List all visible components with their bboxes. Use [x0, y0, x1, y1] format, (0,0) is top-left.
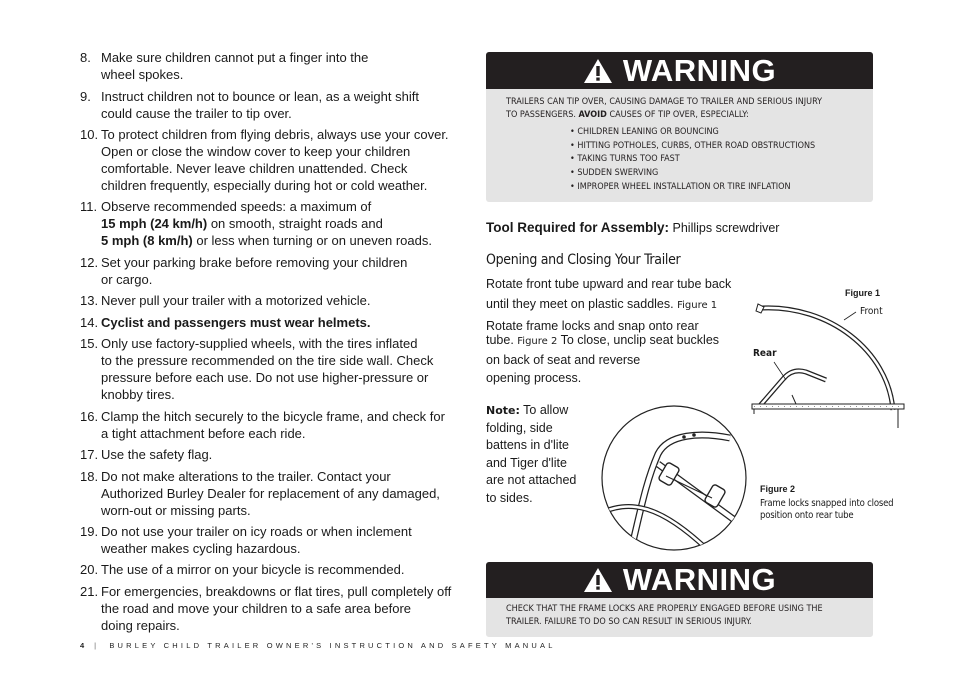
- item-text: weather makes cycling hazardous.: [101, 541, 301, 556]
- item-text: doing repairs.: [101, 618, 180, 633]
- speed-line: [101, 215, 471, 232]
- note-text: folding, side: [486, 420, 553, 435]
- warning-box-frame-locks: [486, 562, 873, 637]
- figure-1-label: Figure 1: [845, 288, 881, 298]
- speed-line: [101, 232, 471, 249]
- item-text: on smooth, straight roads and: [207, 216, 383, 231]
- item-text: pressure before each use. Do not use higher-pressure or: [101, 370, 429, 385]
- item-text: Do not use your trailer on icy roads or when inclement: [101, 524, 412, 539]
- body-text-part: To close, unclip seat buckles: [557, 333, 720, 347]
- rear-label: Rear: [753, 348, 777, 359]
- figure-2-caption: [760, 498, 893, 522]
- item-number: 21.: [80, 584, 99, 599]
- item-number: 15.: [80, 336, 99, 351]
- section-body-2: [486, 331, 766, 387]
- caption-line: position onto rear tube: [760, 510, 854, 521]
- body-text: opening process.: [486, 371, 582, 385]
- warning-body: [486, 89, 873, 195]
- body-text: on back of seat and reverse: [486, 353, 641, 367]
- footer-separator: |: [94, 641, 100, 650]
- tool-required: [486, 219, 779, 237]
- item-text: Cyclist and passengers must wear helmets.: [101, 315, 371, 330]
- warning-bullet: • SUDDEN SWERVING: [570, 168, 659, 179]
- warning-bullet: • TAKING TURNS TOO FAST: [570, 154, 680, 165]
- item-number: 20.: [80, 562, 99, 577]
- section-heading: Opening and Closing Your Trailer: [486, 252, 681, 268]
- note-text: are not attached: [486, 473, 577, 488]
- note-text: to sides.: [486, 490, 533, 505]
- item-text: Set your parking brake before removing your children: [101, 255, 408, 270]
- figure-ref: Figure 2: [517, 336, 558, 347]
- warning-bullet: • HITTING POTHOLES, CURBS, OTHER ROAD OBSTRUCTIONS: [570, 140, 816, 151]
- warning-text: TRAILER. FAILURE TO DO SO CAN RESULT IN SERIOUS INJURY.: [506, 617, 752, 627]
- item-number: 16.: [80, 409, 99, 424]
- warning-emphasis: AVOID: [578, 110, 607, 120]
- item-text: Never pull your trailer with a motorized vehicle.: [101, 293, 371, 308]
- warning-text: [506, 109, 853, 122]
- front-label: Front: [860, 306, 883, 317]
- page-number: 4: [80, 641, 85, 650]
- item-number: 11.: [80, 199, 98, 214]
- warning-header: [486, 52, 873, 89]
- item-text: Authorized Burley Dealer for replacement of any damaged,: [101, 486, 440, 501]
- item-text: to the pressure recommended on the tire side wall. Check: [101, 353, 434, 368]
- item-text: Observe recommended speeds: a maximum of: [101, 199, 372, 214]
- note-text: battens in d'lite: [486, 438, 569, 453]
- note: [486, 402, 596, 508]
- body-text-part: until they meet on plastic saddles.: [486, 297, 678, 311]
- item-text: To protect children from flying debris, always use your cover.: [101, 127, 449, 142]
- warning-triangle-icon: [583, 567, 613, 593]
- tool-label: Tool Required for Assembly:: [486, 220, 670, 235]
- warning-text: CHECK THAT THE FRAME LOCKS ARE PROPERLY ENGAGED BEFORE USING THE: [506, 604, 823, 614]
- item-number: 14.: [80, 315, 99, 330]
- footer-title: BURLEY CHILD TRAILER OWNER'S INSTRUCTION AND SAFETY MANUAL: [109, 641, 556, 650]
- item-text: wheel spokes.: [101, 67, 184, 82]
- warning-triangle-icon: [583, 58, 613, 84]
- item-number: 19.: [80, 524, 99, 539]
- item-text: or less when turning or on uneven roads.: [192, 233, 432, 248]
- warning-title: WARNING: [622, 562, 777, 597]
- warning-text: TRAILERS CAN TIP OVER, CAUSING DAMAGE TO TRAILER AND SERIOUS INJURY: [506, 97, 823, 107]
- item-text: or cargo.: [101, 272, 153, 287]
- item-text: Clamp the hitch securely to the bicycle frame, and check for: [101, 409, 445, 424]
- warning-text-part: TO PASSENGERS.: [506, 110, 579, 120]
- body-text: [486, 294, 766, 316]
- warning-bullet: • CHILDREN LEANING OR BOUNCING: [570, 127, 719, 137]
- item-text: knobby tires.: [101, 387, 175, 402]
- item-number: 13.: [80, 293, 99, 308]
- warning-box-tipover: [486, 52, 873, 202]
- item-number: 8.: [80, 50, 91, 65]
- figure-ref: Figure 1: [677, 300, 718, 311]
- item-text: Only use factory-supplied wheels, with the tires inflated: [101, 336, 418, 351]
- warning-text-part: CAUSES OF TIP OVER, ESPECIALLY:: [606, 110, 749, 120]
- page-footer: [80, 641, 556, 650]
- section-body: [486, 274, 766, 336]
- figure-2-label: Figure 2: [760, 484, 796, 494]
- item-text: The use of a mirror on your bicycle is recommended.: [101, 562, 405, 577]
- item-text: a tight attachment before each ride.: [101, 426, 306, 441]
- item-number: 18.: [80, 469, 99, 484]
- warning-title: WARNING: [622, 52, 777, 88]
- item-text: For emergencies, breakdowns or flat tires, pull completely off: [101, 584, 452, 599]
- item-text: the road and move your children to a safe area before: [101, 601, 412, 616]
- caption-line: Frame locks snapped into closed: [760, 498, 894, 509]
- note-label: Note:: [486, 404, 520, 417]
- note-text: To allow: [519, 403, 569, 417]
- speed-value: 15 mph (24 km/h): [101, 216, 208, 231]
- item-text: worn-out or missing parts.: [101, 503, 251, 518]
- warning-bullets: [570, 126, 853, 195]
- item-number: 10.: [80, 127, 99, 142]
- body-text: [486, 331, 766, 351]
- item-text: comfortable. Never leave children unattended. Check: [101, 161, 408, 176]
- item-number: 12.: [80, 255, 99, 270]
- item-text: Open or close the window cover to keep your children: [101, 144, 411, 159]
- note-text: and Tiger d'lite: [486, 455, 567, 470]
- item-text: Use the safety flag.: [101, 447, 213, 462]
- item-text: could cause the trailer to tip over.: [101, 106, 292, 121]
- figure-1-illustration: [748, 300, 908, 430]
- warning-bullet: • IMPROPER WHEEL INSTALLATION OR TIRE INFLATION: [570, 181, 791, 192]
- warning-body: [486, 598, 873, 629]
- item-text: Do not make alterations to the trailer. Contact your: [101, 469, 391, 484]
- speed-value: 5 mph (8 km/h): [101, 233, 193, 248]
- body-text: Rotate front tube upward and rear tube back: [486, 277, 732, 291]
- item-text: Instruct children not to bounce or lean, as a weight shift: [101, 89, 419, 104]
- item-number: 17.: [80, 447, 99, 462]
- warning-header: [486, 562, 873, 598]
- tool-value: Phillips screwdriver: [669, 221, 780, 235]
- figure-2-illustration: [600, 404, 748, 552]
- item-text: children frequently, especially during hot or cold weather.: [101, 178, 428, 193]
- body-text-part: tube.: [486, 333, 518, 347]
- body-text: Rotate frame locks and snap onto rear: [486, 319, 699, 333]
- item-text: Make sure children cannot put a finger into the: [101, 50, 369, 65]
- item-number: 9.: [80, 89, 91, 104]
